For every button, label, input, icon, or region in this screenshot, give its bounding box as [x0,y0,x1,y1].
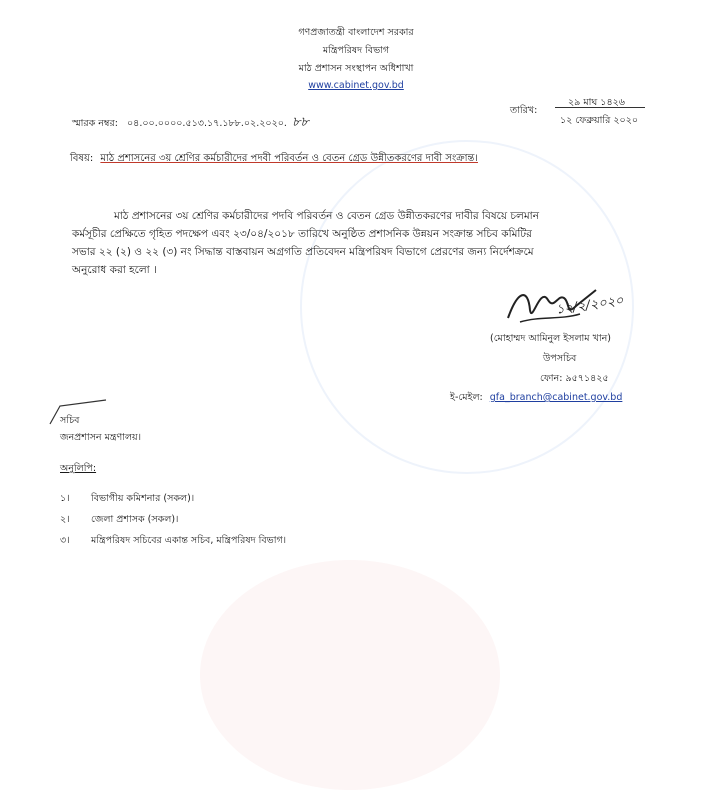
reference-label: স্মারক নম্বর: [72,118,118,129]
copy-item-num: ২। [60,514,70,525]
copy-item-num: ১। [60,493,70,504]
subject-text: মাঠ প্রশাসনের ৩য় শ্রেণির কর্মচারীদের পদবী পরিবর্তন ও বেতন গ্রেড উন্নীতকরণের দাবী সংক্রান্ত। [100,153,478,164]
subject-line [70,151,478,168]
copy-item-text: জেলা প্রশাসক (সকল)। [91,514,179,525]
copy-label: অনুলিপি: [60,463,97,474]
header-branch: মাঠ প্রশাসন সংস্থাপন অধিশাখা [298,63,414,74]
signatory-name: (মোহাম্মদ আমিনুল ইসলাম খান) [490,333,611,344]
recipient-title: সচিব [60,415,80,426]
reference-number: ০৪.০০.০০০০.৫১৩.১৭.১৮৮.০২.২০২০. [126,118,287,129]
header-website-link[interactable]: www.cabinet.gov.bd [308,80,404,91]
signatory-email-line [450,391,622,406]
body-line-3: সভার ২২ (২) ও ২২ (৩) নং সিদ্ধান্ত বাস্তবায়ন অগ্রগতি প্রতিবেদন মন্ত্রিপরিষদ বিভাগে প্রেরণের জন্য নির্দেশক্রমে [72,246,534,258]
body-line-1: মাঠ প্রশাসনের ৩য় শ্রেণির কর্মচারীদের পদবি পরিবর্তন ও বেতন গ্রেড উন্নীতকরণের দাবীর বিষয়ে চলমান [114,210,539,222]
date-divider [555,107,645,108]
signatory-designation: উপসচিব [543,353,577,364]
header-govt: গণপ্রজাতন্ত্রী বাংলাদেশ সরকার [298,27,414,38]
signatory-phone: ফোন: ৯৫৭১৪২৫ [540,373,609,384]
email-label: ই-মেইল: [450,392,483,403]
copy-item [60,513,178,528]
copy-item-text: বিভাগীয় কমিশনার (সকল)। [91,493,195,504]
header-division: মন্ত্রিপরিষদ বিভাগ [322,45,390,56]
subject-label: বিষয়: [70,153,94,164]
copy-item-num: ৩। [60,535,70,546]
recipient-ministry: জনপ্রশাসন মন্ত্রণালয়। [60,432,142,443]
reference-handwritten: ৮৮ [291,115,309,130]
date-english: ১২ ফেব্রুয়ারি ২০২০ [560,115,639,126]
body-line-4: অনুরোধ করা হলো । [72,264,157,276]
copy-item [60,492,194,507]
watermark-blob [200,560,500,790]
signature-date: ১২/২/২০২০ [555,293,625,318]
reference-line [72,113,309,134]
date-label: তারিখ: [510,105,538,116]
body-line-2: কর্মসূচীর প্রেক্ষিতে গৃহিত পদক্ষেপ এবং ২৩/০৪/২০১৮ তারিখে অনুষ্ঠিত প্রশাসনিক উন্নয়ন সংক্রান্ত সচিব কমিটির [72,228,532,240]
copy-item-text: মন্ত্রিপরিষদ সচিবের একান্ত সচিব, মন্ত্রিপরিষদ বিভাগ। [91,535,287,546]
email-link[interactable]: gfa_branch@cabinet.gov.bd [489,392,623,403]
date-bangla: ২৯ মাঘ ১৪২৬ [568,97,625,108]
copy-item [60,534,286,549]
